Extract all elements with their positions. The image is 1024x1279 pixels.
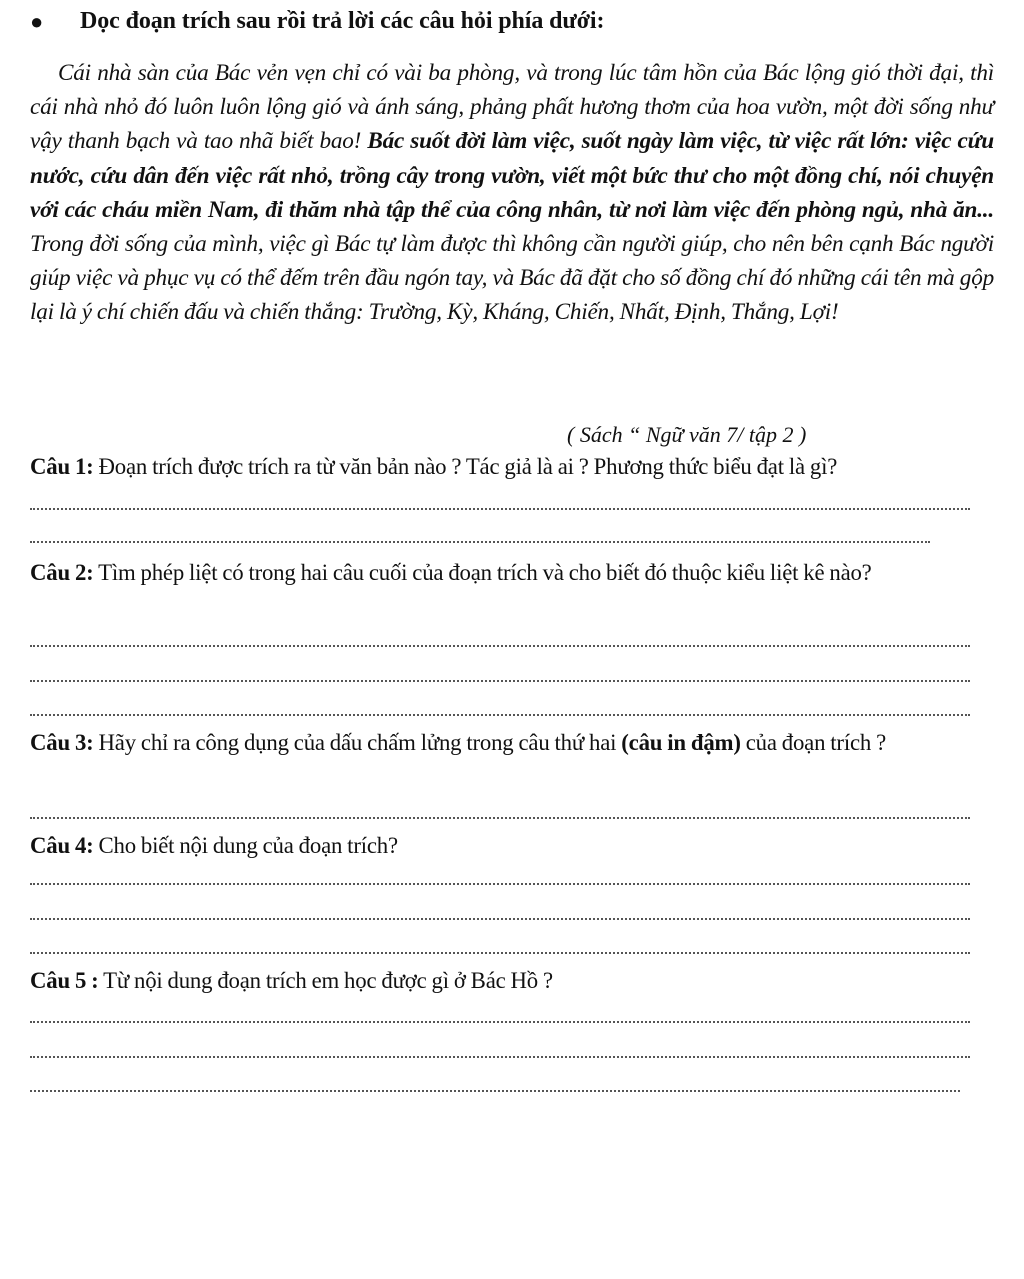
question-label: Câu 4: <box>30 833 94 858</box>
passage-bold-sentence: Bác suốt đời làm việc, suốt ngày làm việc, từ việc rất lớn: việc cứu nước, cứu dân đến việc rất nhỏ, trồng cây trong vườn, viết một bức thư cho một đồng chí, nói chuyện với các cháu miền Nam, đi thăm nhà tập thể của công nhân, từ nơi làm việc đến phòng ngủ, nhà ăn... <box>30 128 995 223</box>
answer-line[interactable] <box>30 541 930 543</box>
passage-text-part1: Cái nhà sàn của Bác vẻn vẹn chỉ có vài ba phòng, và trong lúc tâm hồn của Bác lộng gió thời đại, thì cái nhà nhỏ đó luôn luôn lộng gió và ánh sáng, phảng phất hương thơm của hoa vườn, một đời sống như vậy thanh bạch và tao nhã biết bao! <box>30 60 994 155</box>
bullet-icon: ● <box>30 8 44 34</box>
answer-line[interactable] <box>30 1056 970 1058</box>
passage-text-part2: Trong đời sống của mình, việc gì Bác tự làm được thì không cần người giúp, cho nên bên cạnh Bác người giúp việc và phục vụ có thể đếm trên đầu ngón tay, và Bác đã đặt cho số đồng chí đó những cái tên mà gộp lại là ý chí chiến đấu và chiến thắng: Trường, Kỳ, Kháng, Chiến, Nhất, Định, Thắng, Lợi! <box>30 231 994 326</box>
question-label: Câu 2: <box>30 560 94 585</box>
question-label: Câu 3: <box>30 730 94 755</box>
answer-line[interactable] <box>30 817 970 819</box>
question-text: Cho biết nội dung của đoạn trích? <box>93 833 398 858</box>
question-1 <box>30 450 992 484</box>
reading-passage <box>30 56 994 330</box>
answer-line[interactable] <box>30 508 970 510</box>
answer-line[interactable] <box>30 883 970 885</box>
question-3 <box>30 726 992 760</box>
answer-line[interactable] <box>30 1090 960 1092</box>
question-5 <box>30 964 992 998</box>
question-text: Đoạn trích được trích ra từ văn bản nào ? Tác giả là ai ? Phương thức biểu đạt là gì? <box>93 454 838 479</box>
question-label: Câu 5 : <box>30 968 99 993</box>
question-emphasis: (câu in đậm) <box>621 730 741 755</box>
question-4 <box>30 829 992 863</box>
instruction-heading <box>30 8 604 35</box>
source-citation: ( Sách “ Ngữ văn 7/ tập 2 ) <box>567 422 807 447</box>
answer-line[interactable] <box>30 1021 970 1023</box>
answer-line[interactable] <box>30 645 970 647</box>
instruction-text: Dọc đoạn trích sau rồi trả lời các câu hỏi phía dưới: <box>80 8 605 34</box>
answer-line[interactable] <box>30 714 970 716</box>
answer-line[interactable] <box>30 680 970 682</box>
answer-line[interactable] <box>30 918 970 920</box>
question-text: Hãy chỉ ra công dụng của dấu chấm lửng trong câu thứ hai <box>93 730 622 755</box>
question-text: Từ nội dung đoạn trích em học được gì ở Bác Hồ ? <box>98 968 553 993</box>
answer-line[interactable] <box>30 952 970 954</box>
question-text-end: của đoạn trích ? <box>740 730 886 755</box>
question-text: Tìm phép liệt có trong hai câu cuối của đoạn trích và cho biết đó thuộc kiểu liệt kê nào? <box>93 560 872 585</box>
question-label: Câu 1: <box>30 454 94 479</box>
question-2 <box>30 556 992 590</box>
